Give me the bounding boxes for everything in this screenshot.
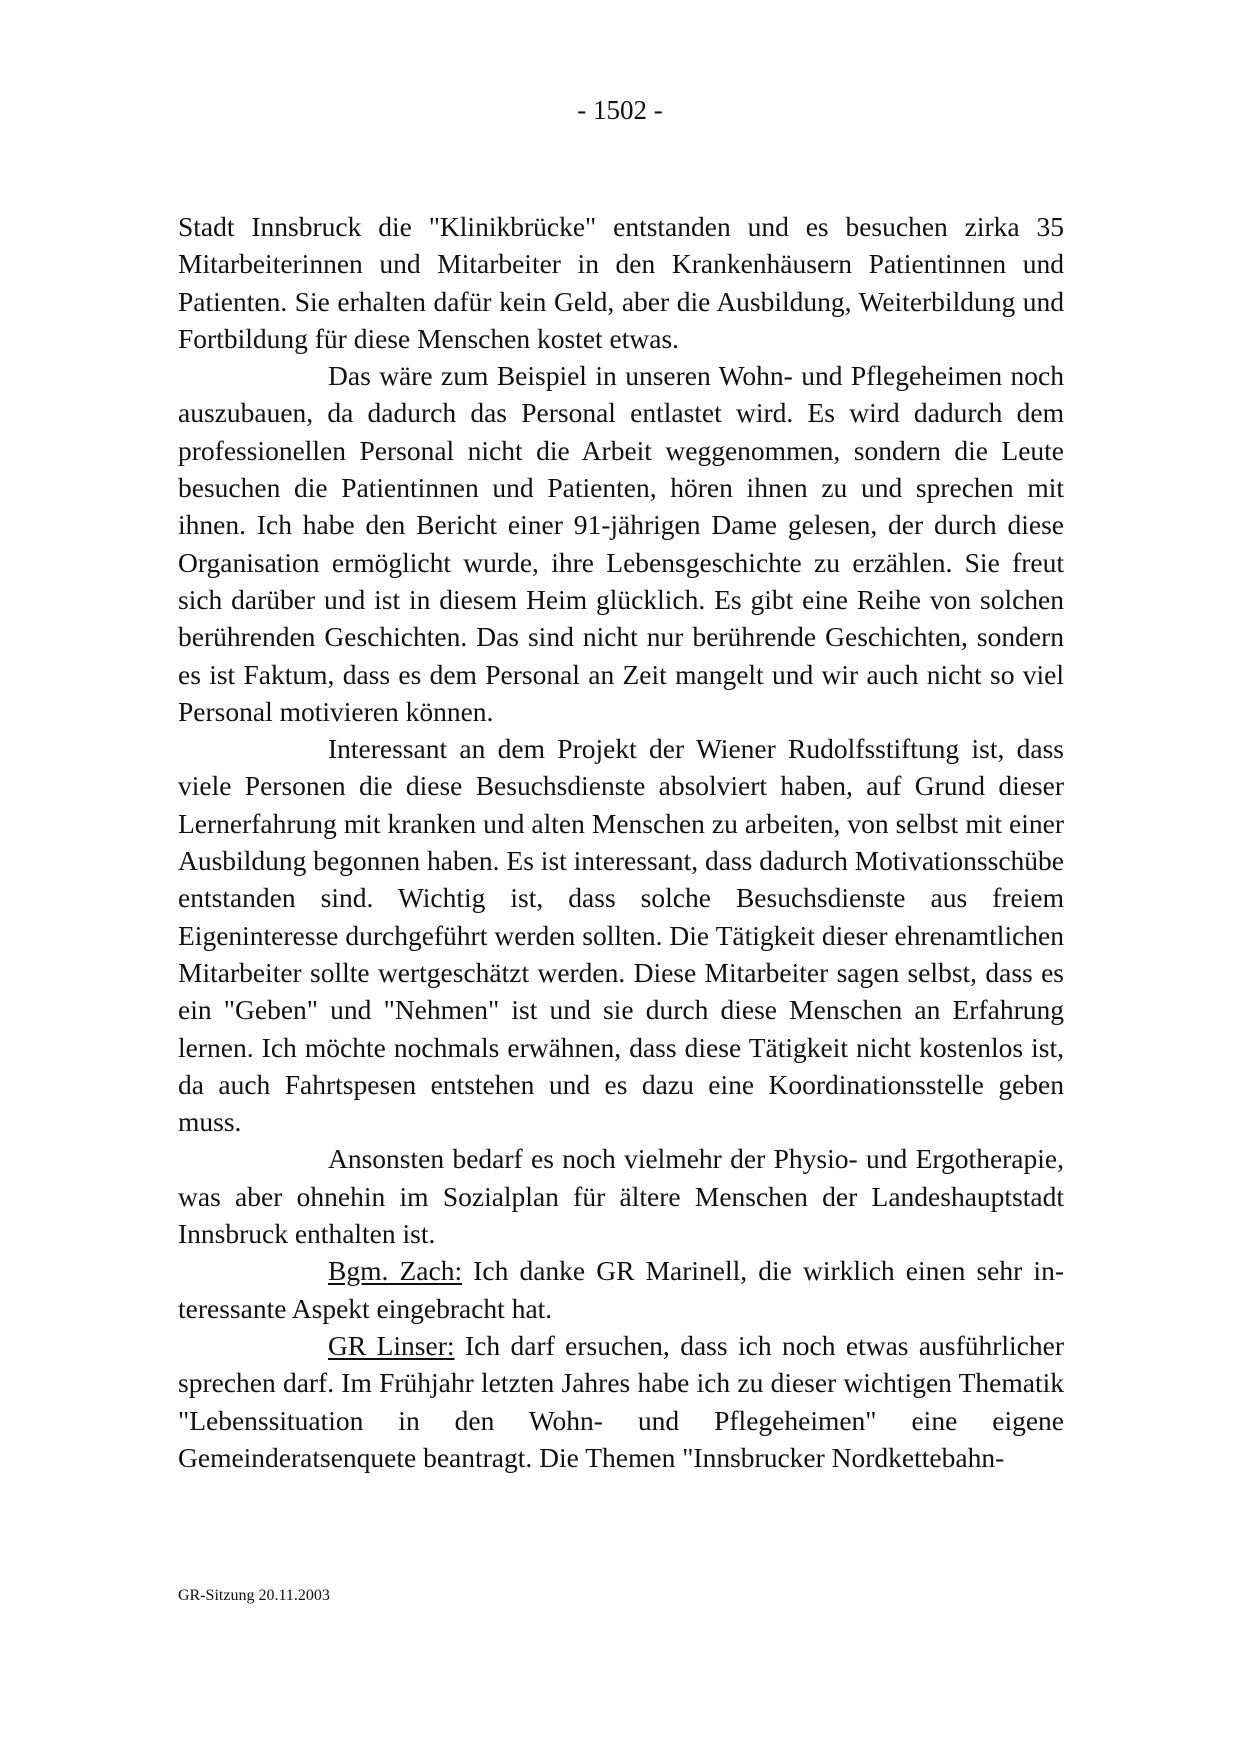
paragraph: Ansonsten bedarf es noch vielmehr der Physio- und Ergotherapie, was aber ohnehin im Sozialplan für ältere Menschen der Landeshauptstadt Innsbruck enthalten ist. xyxy=(178,1143,1064,1250)
page-number: - 1502 - xyxy=(577,95,663,125)
speech-paragraph xyxy=(178,1327,1064,1476)
speaker-name: GR Linser: xyxy=(328,1329,455,1361)
speech-paragraph xyxy=(178,1252,1064,1327)
speaker-name: Bgm. Zach: xyxy=(328,1255,463,1287)
footer-session-label: GR-Sitzung 20.11.2003 xyxy=(178,1587,330,1604)
paragraph: Interessant an dem Projekt der Wiener Rudolfsstiftung ist, dass viele Personen die diese Besuchsdienste absolviert haben, auf Grund dieser Lernerfahrung mit kranken und alten Menschen zu arbeiten, von selbst mit einer Ausbildung begonnen haben. Es ist interessant, dass dadurch Motivationsschübe entstanden sind. Wichtig ist, dass solche Besuchsdienste aus freiem Eigeninteresse durchgeführt werden sollten. Die Tätigkeit dieser ehrenamtlichen Mitarbeiter sollte wertgeschätzt werden. Diese Mitarbeiter sagen selbst, dass es ein "Geben" und "Nehmen" ist und sie durch diese Menschen an Erfahrung lernen. Ich möchte nochmals erwähnen, dass diese Tätigkeit nicht kostenlos ist, da auch Fahrtspesen entstehen und es dazu eine Koordinationsstelle geben muss. xyxy=(178,733,1064,1138)
speech-text: Ich danke GR Marinell, die wirklich einen sehr interessante Aspekt eingebracht hat. xyxy=(178,1255,1064,1324)
paragraph-continuation: Stadt Innsbruck die "Klinikbrücke" entstanden und es besuchen zirka 35 Mitarbeiterinnen und Mitarbeiter in den Krankenhäusern Patientinnen und Patienten. Sie erhalten dafür kein Geld, aber die Ausbildung, Weiterbildung und Fortbildung für diese Menschen kostet etwas. xyxy=(178,211,1064,354)
speech-text: Ich darf ersuchen, dass ich noch etwas ausführlicher sprechen darf. Im Frühjahr letzten Jahres habe ich zu dieser wichtigen Thematik "Lebenssituation in den Wohn- und Pflegeheimen" eine eigene Gemeinderatsenquete beantragt. Die Themen "Innsbrucker Nordkettebahn- xyxy=(178,1329,1064,1473)
paragraph: Das wäre zum Beispiel in unseren Wohn- und Pflegeheimen noch auszubauen, da dadurch das Personal entlastet wird. Es wird dadurch dem professionellen Personal nicht die Arbeit weggenommen, sondern die Leute besuchen die Patientinnen und Patienten, hören ihnen zu und sprechen mit ihnen. Ich habe den Bericht einer 91-jährigen Dame gelesen, der durch diese Organisation ermöglicht wurde, ihre Lebensgeschichte zu erzählen. Sie freut sich darüber und ist in diesem Heim glücklich. Es gibt eine Reihe von solchen berührenden Geschichten. Das sind nicht nur berührende Geschichten, sondern es ist Faktum, dass es dem Personal an Zeit mangelt und wir auch nicht so viel Personal motivieren können. xyxy=(178,360,1064,727)
document-body xyxy=(178,208,1064,1476)
